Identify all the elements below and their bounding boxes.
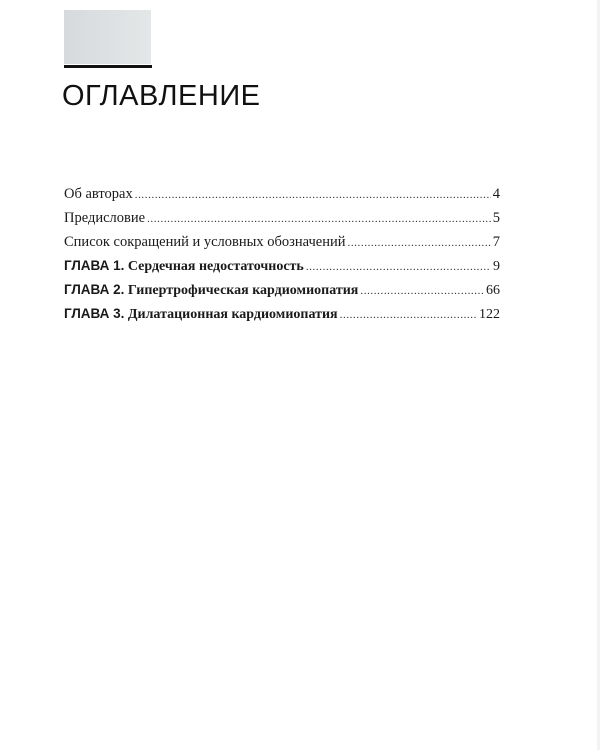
toc-chapter-label [64, 306, 338, 323]
chapter-number: ГЛАВА 3. [64, 306, 125, 321]
dot-leader [340, 309, 477, 321]
toc-entry-preface[interactable] [64, 210, 500, 234]
chapter-title: Дилатационная кардиомиопатия [127, 307, 338, 322]
dot-leader [135, 189, 491, 201]
toc-entry-page: 7 [492, 234, 500, 250]
toc-chapter-3[interactable] [64, 306, 500, 330]
toc-entry-label: Список сокращений и условных обозначений [64, 234, 346, 250]
toc-entry-page: 4 [492, 186, 500, 202]
toc-chapter-1[interactable] [64, 258, 500, 282]
chapter-title: Гипертрофическая кардиомиопатия [127, 283, 359, 298]
toc-entry-label: Предисловие [64, 210, 146, 226]
toc-entry-label: Об авторах [64, 186, 133, 202]
toc-entry-abbreviations[interactable] [64, 234, 500, 258]
dot-leader [347, 237, 490, 249]
header-color-block [64, 10, 151, 64]
toc-chapter-label [64, 258, 304, 275]
toc-chapter-page: 122 [479, 307, 500, 322]
dot-leader [147, 213, 491, 225]
dot-leader [360, 285, 484, 297]
toc-entry-page: 5 [492, 210, 500, 226]
dot-leader [306, 261, 491, 273]
toc-entry-authors[interactable] [64, 186, 500, 210]
chapter-number: ГЛАВА 1. [64, 258, 125, 273]
header-rule [64, 65, 152, 68]
chapter-title: Сердечная недостаточность [127, 259, 304, 274]
toc-chapter-2[interactable] [64, 282, 500, 306]
toc-chapter-page: 66 [486, 283, 500, 298]
chapter-number: ГЛАВА 2. [64, 282, 125, 297]
table-of-contents [64, 186, 500, 330]
toc-chapter-label [64, 282, 358, 299]
page-title: ОГЛАВЛЕНИЕ [62, 80, 261, 112]
toc-chapter-page: 9 [493, 259, 500, 274]
